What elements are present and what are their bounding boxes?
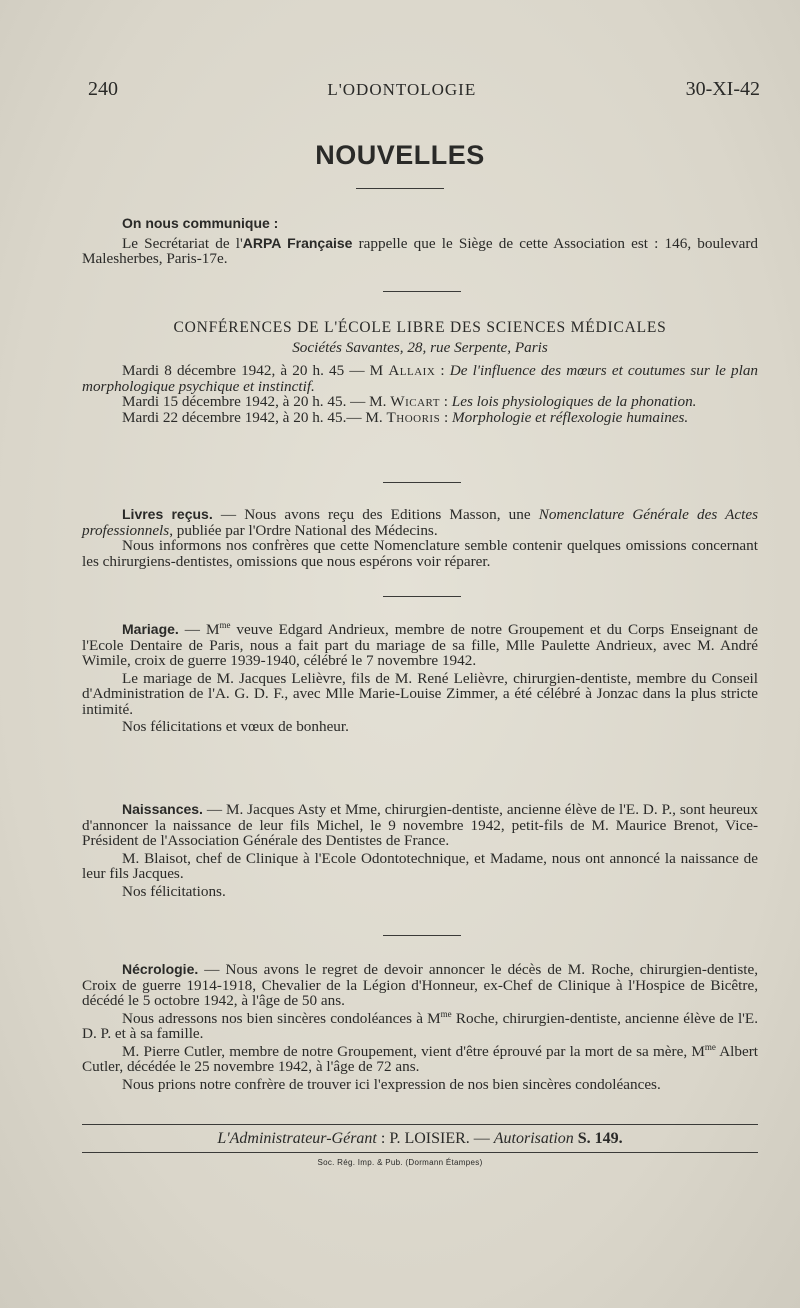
journal-title: L'ODONTOLOGIE	[327, 80, 477, 99]
communique-lead: On nous communique :	[122, 215, 279, 231]
issue-date: 30-XI-42	[685, 78, 760, 100]
speaker-name: Thooris	[386, 408, 441, 426]
necrologie-paragraph: Nous prions notre confrère de trouver ici l'expression de nos bien sincères condoléances.	[122, 1075, 661, 1093]
conference-item: Mardi 8 décembre 1942, à 20 h. 45 — M Allaix : De l'influence des mœurs et coutumes sur le plan morphologique psychique et instinctif.	[82, 362, 759, 395]
communique-text: Le Secrétariat de l'	[122, 234, 243, 252]
naissances-lead: Naissances.	[122, 801, 203, 817]
mariage-section: Mariage. — $M^{me}$ veuve Edgard Andrieux, membre de notre Groupement et du Corps Enseignant de l'Ecole Dentaire de Paris, nous a fait part du mariage de sa fille, Mlle Paulette Andrieux, avec M. André Wimile, croix de guerre 1939-1940, célébré le 7 novembre 1942. Le mariage de M. Jacques Lelièvre, fils de M. René Lelièvre, chirurgien-dentiste, membre du Conseil d'Administration de l'A. G. D. F., avec Mlle Marie-Louise Zimmer, a été célébré à Jonzac dans la plus stricte intimité. Nos félicitations et vœux de bonheur.	[82, 619, 758, 735]
divider	[383, 482, 461, 483]
communique-address: rappelle que le Siège de cette Association est : 146, boulevard Malesherbes, Paris-17e.	[82, 234, 758, 267]
conference-item: Mardi 22 décembre 1942, à 20 h. 45.— M. Thooris : Morphologie et réflexologie humaines.	[122, 408, 689, 426]
conferences-venue: Sociétés Savantes, 28, rue Serpente, Paris	[292, 338, 548, 356]
conferences-heading: CONFÉRENCES DE L'ÉCOLE LIBRE DES SCIENCES MÉDICALES	[173, 319, 667, 336]
naissances-paragraph: Nos félicitations.	[122, 882, 226, 900]
page-number: 240	[88, 78, 118, 100]
mariage-paragraph: Nos félicitations et vœux de bonheur.	[122, 718, 349, 735]
naissances-section: Naissances. — M. Jacques Asty et Mme, chirurgien-dentiste, ancienne élève de l'E. D. P., sont heureux d'annoncer la naissance de leur fils Michel, le 9 novembre 1942, petit-fils de M. Maurice Brenot, Vice-Président de l'Association Générale des Dentistes de France. M. Blaisot, chef de Clinique à l'Ecole Odontotechnique, et Madame, nous ont annoncé la naissance de leur fils Jacques. Nos félicitations.	[82, 801, 758, 900]
conferences-section	[82, 320, 758, 425]
communique-section	[82, 216, 758, 267]
speaker-name: Wicart	[390, 393, 440, 410]
naissances-paragraph: M. Blaisot, chef de Clinique à l'Ecole Odontotechnique, et Madame, nous ont annoncé la naissance de leur fils Jacques.	[82, 849, 758, 882]
imprint-auth: Autorisation	[493, 1130, 574, 1147]
livres-paragraph: Nous informons nos confrères que cette Nomenclature semble contenir quelques omissions concernant les chirurgiens-dentistes, omissions que nous espérons voir réparer.	[82, 537, 758, 570]
imprint-line: L'Administrateur-Gérant : P. LOISIER. — Autorisation S. 149.	[217, 1130, 623, 1147]
imprint-name: P. LOISIER.	[389, 1130, 470, 1147]
conference-item: Mardi 15 décembre 1942, à 20 h. 45. — M. Wicart : Les lois physiologiques de la phonation.	[122, 393, 697, 410]
livres-lead: Livres reçus.	[122, 506, 213, 522]
speaker-name: Allaix	[388, 362, 436, 379]
livres-section: Livres reçus. — Nous avons reçu des Editions Masson, une Nomenclature Générale des Actes professionnels, publiée par l'Ordre National des Médecins. Nous informons nos confrères que cette Nomenclature semble contenir quelques omissions concernant les chirurgiens-dentistes, omissions que nous espérons voir réparer.	[82, 506, 758, 570]
mariage-lead: Mariage.	[122, 621, 179, 637]
necrologie-lead: Nécrologie.	[122, 961, 199, 977]
footer-rule-top	[82, 1124, 758, 1125]
necrologie-section: Nécrologie. — Nous avons le regret de devoir annoncer le décès de M. Roche, chirurgien-dentiste, Croix de guerre 1914-1918, Chevalier de la Légion d'Honneur, ex-Chef de Clinique à l'Hospice de Bicêtre, décédé le 5 octobre 1942, à l'âge de 50 ans. Nous adressons nos bien sincères condoléances à $M^{me}$ Roche, chirurgien-dentiste, ancienne élève de l'E. D. P. et à sa famille. M. Pierre Cutler, membre de notre Groupement, vient d'être éprouvé par la mort de sa mère, $M^{me}$ Albert Cutler, décédée le 25 novembre 1942, à l'âge de 72 ans. Nous prions notre confrère de trouver ici l'expression de nos bien sincères condoléances.	[82, 961, 758, 1093]
footer-rule-bottom	[82, 1152, 758, 1153]
divider	[383, 596, 461, 597]
divider	[356, 188, 444, 189]
divider	[383, 935, 461, 936]
divider	[383, 291, 461, 292]
printer-credit: Soc. Rég. Imp. & Pub. (Dormann Étampes)	[317, 1158, 483, 1167]
mariage-paragraph: Le mariage de M. Jacques Lelièvre, fils de M. René Lelièvre, chirurgien-dentiste, membre du Conseil d'Administration de l'A. G. D. F., avec Mlle Marie-Louise Zimmer, a été célébré à Jonzac dans la plus stricte intimité.	[82, 669, 758, 718]
org-name: ARPA Française	[242, 234, 353, 251]
running-header	[88, 78, 760, 101]
imprint-role: L'Administrateur-Gérant	[217, 1130, 377, 1147]
section-title: NOUVELLES	[315, 140, 485, 170]
